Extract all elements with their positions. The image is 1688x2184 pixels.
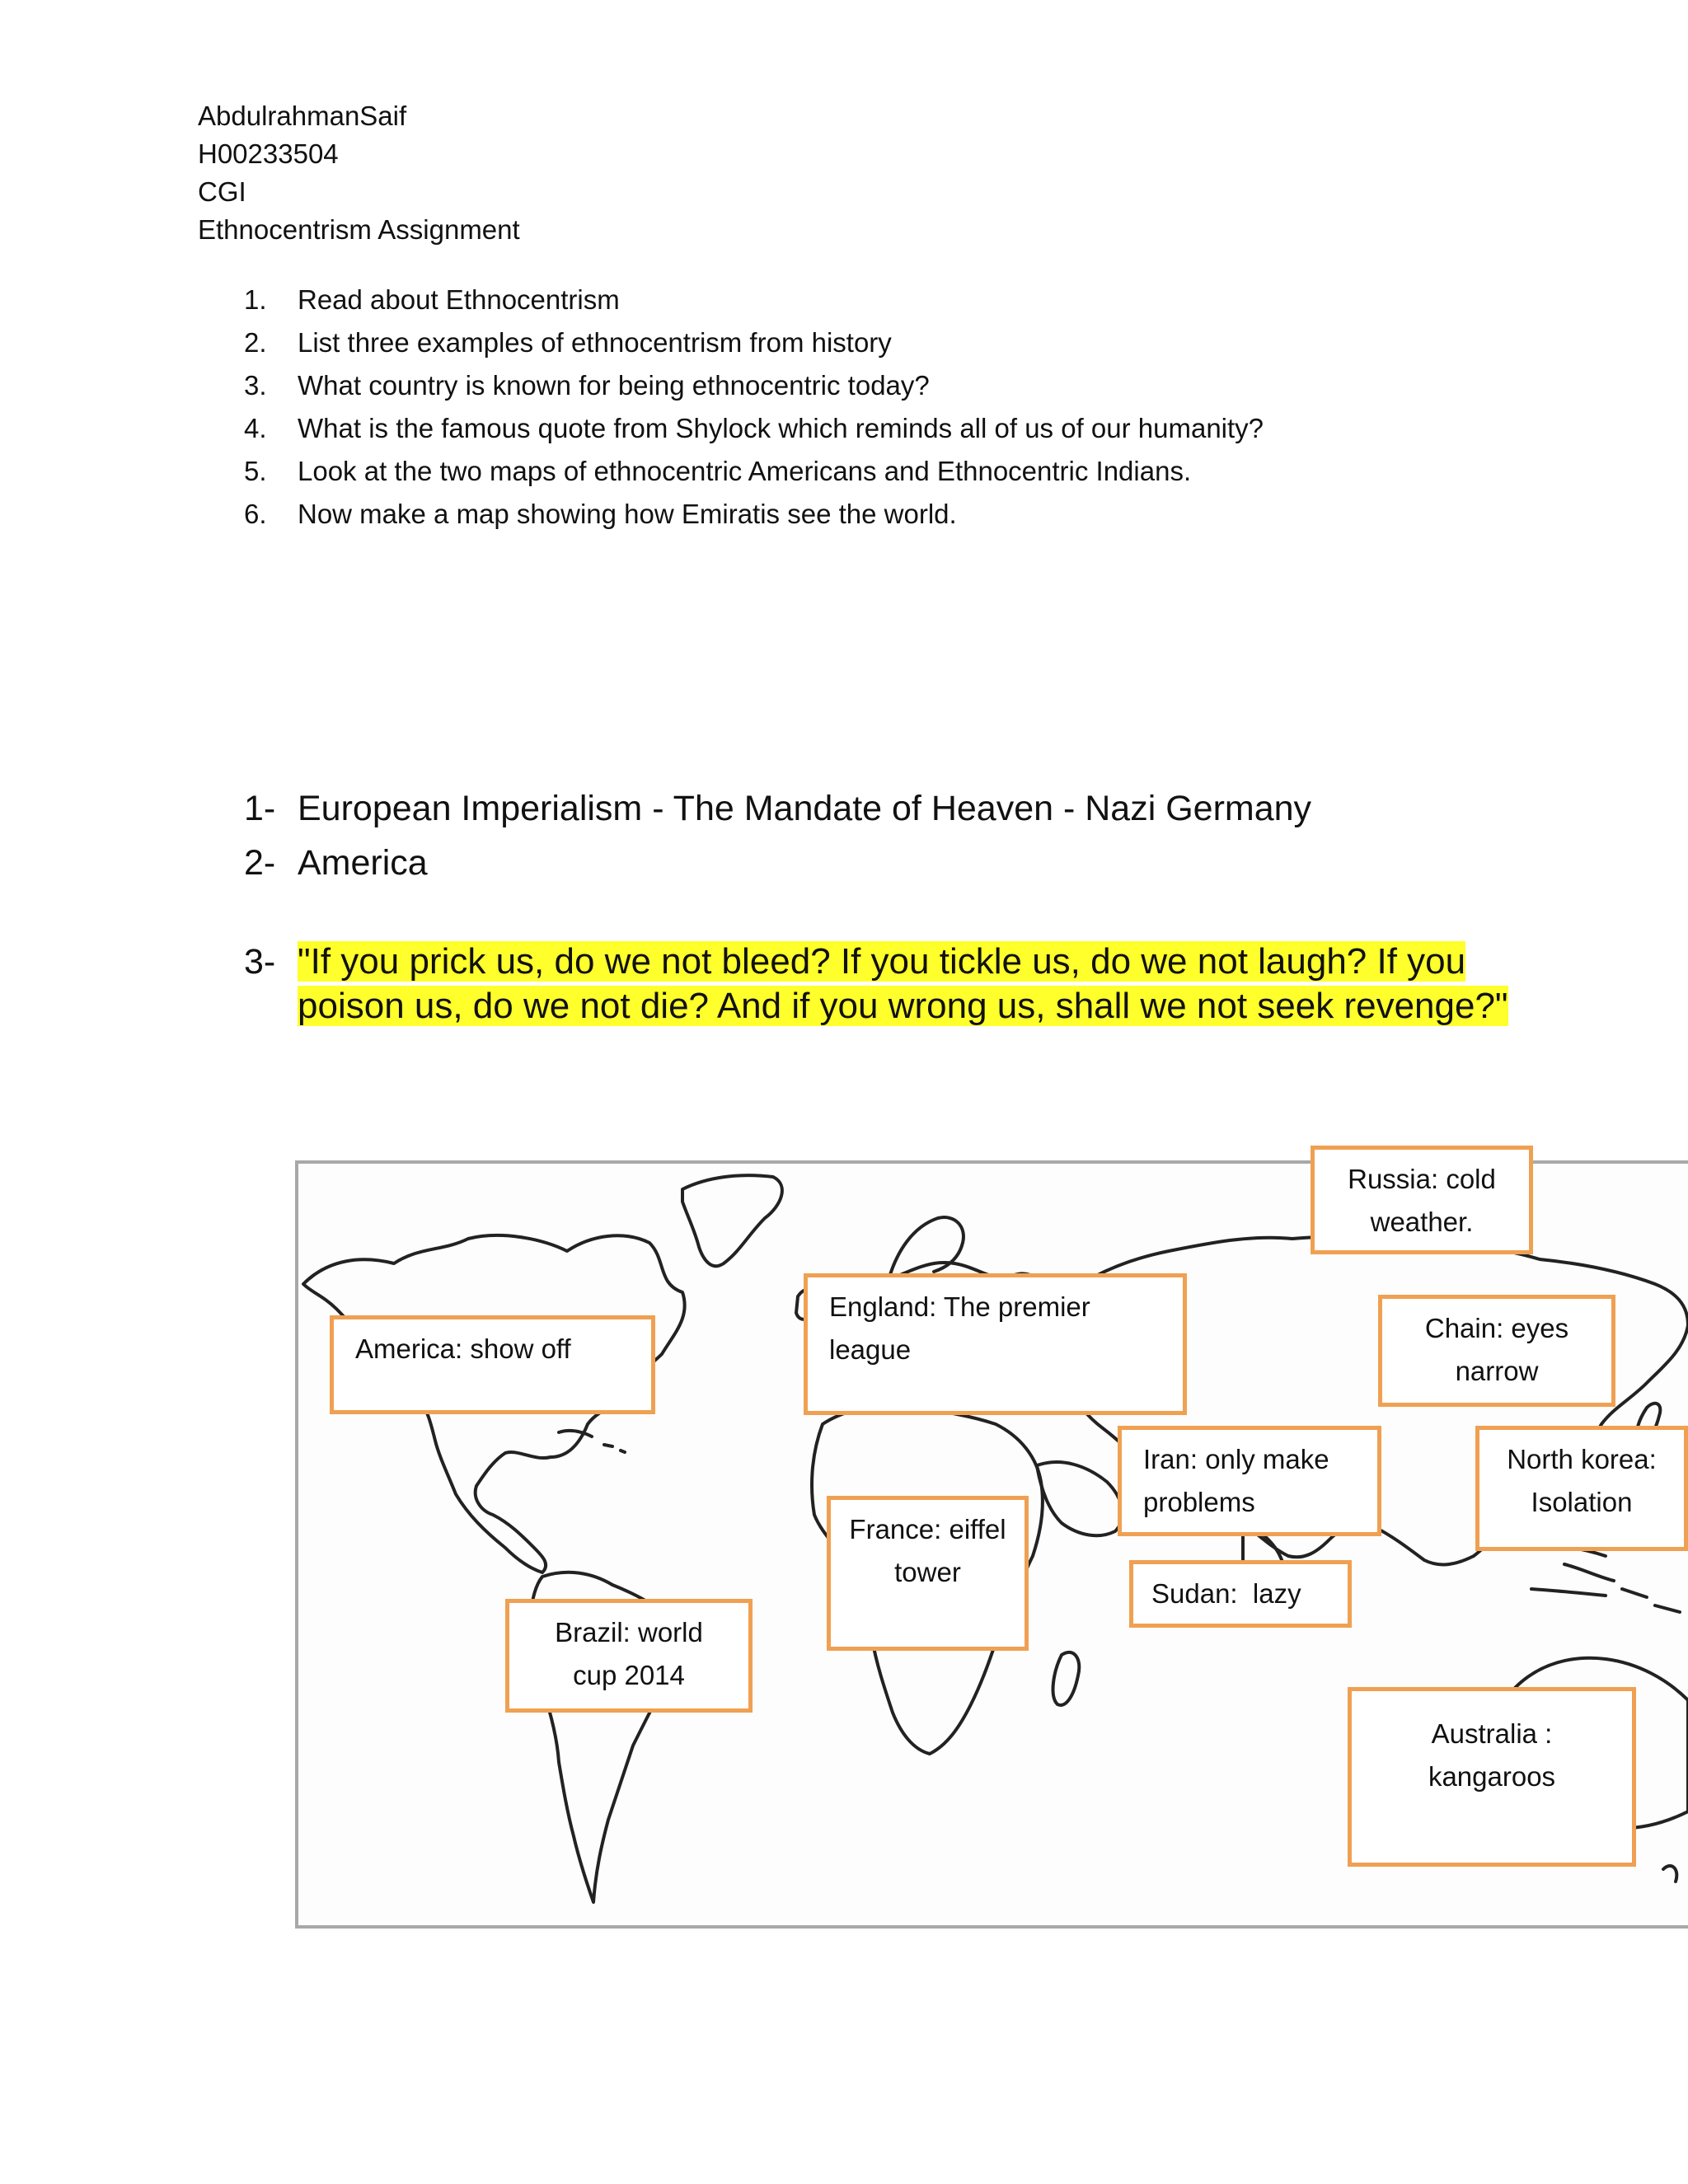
instruction-text: List three examples of ethnocentrism from history (298, 327, 892, 358)
label-sudan: Sudan: lazy (1129, 1560, 1352, 1628)
label-france: France: eiffel tower (827, 1496, 1029, 1651)
assignment-title: Ethnocentrism Assignment (198, 214, 520, 245)
instruction-text: Read about Ethnocentrism (298, 284, 620, 315)
label-russia: Russia: cold weather. (1311, 1146, 1533, 1254)
answer-item: 1- European Imperialism - The Mandate of Heaven - Nazi Germany (244, 788, 1312, 828)
instruction-item: 1. Read about Ethnocentrism (244, 284, 620, 315)
instruction-text: Look at the two maps of ethnocentric Americans and Ethnocentric Indians. (298, 456, 1192, 486)
label-north-korea: North korea: Isolation (1475, 1426, 1688, 1551)
instruction-item: 2. List three examples of ethnocentrism from history (244, 327, 892, 358)
instruction-text: What country is known for being ethnocentric today? (298, 370, 930, 401)
answer-text: European Imperialism - The Mandate of Heaven - Nazi Germany (298, 788, 1312, 828)
label-iran: Iran: only make problems (1118, 1426, 1381, 1536)
answer-text: America (298, 842, 428, 883)
instruction-item: 3. What country is known for being ethnocentric today? (244, 370, 930, 401)
course-code: CGI (198, 176, 246, 207)
label-england: England: The premier league (804, 1273, 1187, 1415)
label-america: America: show off (330, 1315, 655, 1414)
instruction-item: 4. What is the famous quote from Shylock which reminds all of us of our humanity? (244, 413, 1264, 443)
label-australia: Australia : kangaroos (1348, 1687, 1636, 1867)
label-china: Chain: eyes narrow (1378, 1295, 1615, 1407)
answer-item: 3- "If you prick us, do we not bleed? If you tickle us, do we not laugh? If you poison us, do we not die? And if you wrong us, shall we not seek revenge?" (244, 940, 1534, 1029)
instruction-text: What is the famous quote from Shylock which reminds all of us of our humanity? (298, 413, 1264, 443)
answer-item: 2- America (244, 842, 428, 883)
quote-highlight: "If you prick us, do we not bleed? If you tickle us, do we not laugh? If you poison us, do we not die? And if you wrong us, shall we not seek revenge?" (298, 941, 1508, 1026)
author-name: AbdulrahmanSaif (198, 101, 407, 131)
shylock-quote (298, 940, 1534, 1029)
instruction-text: Now make a map showing how Emiratis see the world. (298, 499, 957, 529)
document-header (198, 97, 520, 249)
instruction-item: 5. Look at the two maps of ethnocentric Americans and Ethnocentric Indians. (244, 456, 1192, 486)
instructions-list (244, 279, 1264, 536)
answers-section (244, 783, 1534, 1029)
label-brazil: Brazil: world cup 2014 (505, 1599, 753, 1713)
student-id: H00233504 (198, 138, 339, 169)
instruction-item: 6. Now make a map showing how Emiratis see the world. (244, 499, 957, 529)
